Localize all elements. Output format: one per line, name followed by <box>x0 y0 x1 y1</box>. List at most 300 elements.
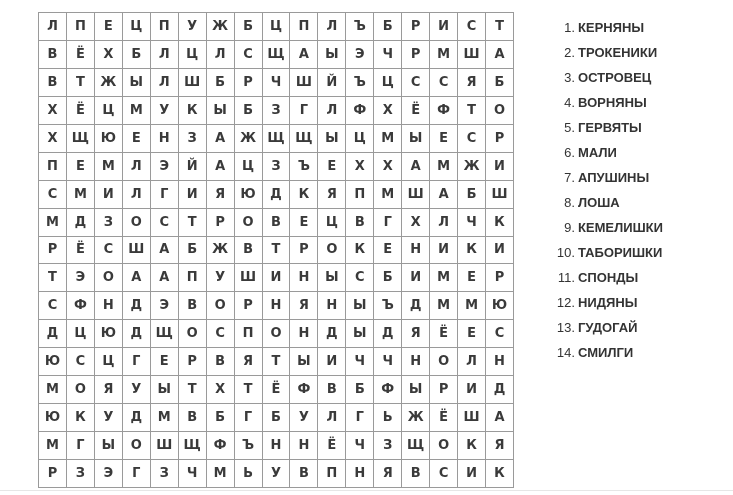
grid-cell[interactable]: П <box>234 320 262 348</box>
grid-cell[interactable]: Э <box>66 264 94 292</box>
grid-cell[interactable]: Ь <box>374 404 402 432</box>
grid-cell[interactable]: Ё <box>66 40 94 68</box>
grid-cell[interactable]: В <box>346 208 374 236</box>
grid-cell[interactable]: Ж <box>402 404 430 432</box>
grid-cell[interactable]: Ц <box>122 13 150 41</box>
grid-cell[interactable]: Г <box>66 432 94 460</box>
grid-cell[interactable]: Р <box>486 264 514 292</box>
grid-cell[interactable]: Е <box>150 348 178 376</box>
grid-cell[interactable]: О <box>206 292 234 320</box>
grid-cell[interactable]: Ч <box>346 432 374 460</box>
grid-cell[interactable]: Ж <box>206 13 234 41</box>
grid-cell[interactable]: Л <box>206 40 234 68</box>
grid-cell[interactable]: Х <box>94 40 122 68</box>
grid-cell[interactable]: У <box>150 96 178 124</box>
grid-cell[interactable]: О <box>318 236 346 264</box>
grid-cell[interactable]: Ж <box>458 152 486 180</box>
grid-cell[interactable]: Щ <box>262 40 290 68</box>
word-label: ТАБОРИШКИ <box>578 245 663 260</box>
grid-cell[interactable]: В <box>290 460 318 488</box>
word-number: 12. <box>556 295 575 310</box>
grid-cell[interactable]: С <box>458 13 486 41</box>
grid-cell[interactable]: А <box>486 40 514 68</box>
grid-cell[interactable]: О <box>430 432 458 460</box>
grid-cell[interactable]: К <box>486 460 514 488</box>
grid-cell[interactable]: С <box>234 40 262 68</box>
grid-cell[interactable]: Я <box>402 320 430 348</box>
grid-cell[interactable]: Д <box>486 376 514 404</box>
grid-cell[interactable]: О <box>178 320 206 348</box>
grid-cell[interactable]: Ы <box>318 264 346 292</box>
grid-cell[interactable]: А <box>430 180 458 208</box>
word-list-item <box>548 243 663 268</box>
grid-cell[interactable]: Ц <box>374 68 402 96</box>
word-number: 14. <box>556 345 575 360</box>
grid-cell[interactable]: Я <box>94 376 122 404</box>
grid-cell[interactable]: Г <box>290 96 318 124</box>
grid-cell[interactable]: С <box>39 180 67 208</box>
grid-cell[interactable]: Х <box>39 96 67 124</box>
grid-cell[interactable]: М <box>430 152 458 180</box>
word-list <box>548 18 663 368</box>
grid-cell[interactable]: Н <box>402 236 430 264</box>
grid-cell[interactable]: Ё <box>430 404 458 432</box>
grid-cell[interactable]: М <box>66 180 94 208</box>
grid-cell[interactable]: Я <box>234 348 262 376</box>
grid-cell[interactable]: Т <box>178 208 206 236</box>
grid-cell[interactable]: Х <box>402 208 430 236</box>
grid-cell[interactable]: А <box>206 152 234 180</box>
grid-cell[interactable]: П <box>178 264 206 292</box>
grid-cell[interactable]: Н <box>346 460 374 488</box>
grid-cell[interactable]: Д <box>122 292 150 320</box>
grid-cell[interactable]: Р <box>402 40 430 68</box>
grid-cell[interactable]: Щ <box>262 124 290 152</box>
grid-cell[interactable]: Р <box>234 68 262 96</box>
grid-cell[interactable]: Б <box>178 236 206 264</box>
grid-cell[interactable]: Т <box>262 236 290 264</box>
grid-cell[interactable]: М <box>39 208 67 236</box>
grid-cell[interactable]: Е <box>458 264 486 292</box>
grid-cell[interactable]: Р <box>39 460 67 488</box>
grid-cell[interactable]: З <box>262 152 290 180</box>
grid-cell[interactable]: В <box>402 460 430 488</box>
grid-cell[interactable]: Э <box>150 292 178 320</box>
grid-cell[interactable]: С <box>150 208 178 236</box>
grid-cell[interactable]: Л <box>39 13 67 41</box>
grid-cell[interactable]: Р <box>402 13 430 41</box>
grid-cell[interactable]: Е <box>66 152 94 180</box>
grid-cell[interactable]: Ч <box>178 460 206 488</box>
grid-cell[interactable]: Й <box>178 152 206 180</box>
grid-cell[interactable]: Ш <box>178 68 206 96</box>
grid-cell[interactable]: Ю <box>234 180 262 208</box>
grid-cell[interactable]: Б <box>206 68 234 96</box>
grid-cell[interactable]: К <box>66 404 94 432</box>
grid-cell[interactable]: Х <box>39 124 67 152</box>
grid-cell[interactable]: Б <box>122 40 150 68</box>
grid-cell[interactable]: Р <box>234 292 262 320</box>
grid-cell[interactable]: Е <box>290 208 318 236</box>
grid-cell[interactable]: Т <box>234 376 262 404</box>
grid-cell[interactable]: Я <box>458 68 486 96</box>
grid-cell[interactable]: В <box>178 404 206 432</box>
grid-cell[interactable]: Б <box>234 96 262 124</box>
grid-cell[interactable]: Р <box>486 124 514 152</box>
grid-cell[interactable]: З <box>94 208 122 236</box>
grid-cell[interactable]: Г <box>122 348 150 376</box>
grid-cell[interactable]: А <box>486 404 514 432</box>
grid-cell[interactable]: Е <box>94 13 122 41</box>
grid-cell[interactable]: Ё <box>402 96 430 124</box>
grid-cell[interactable]: Т <box>178 376 206 404</box>
grid-cell[interactable]: М <box>39 432 67 460</box>
grid-cell[interactable]: Ы <box>206 96 234 124</box>
grid-cell[interactable]: К <box>458 236 486 264</box>
grid-cell[interactable]: Ы <box>402 376 430 404</box>
grid-cell[interactable]: Й <box>318 68 346 96</box>
grid-cell[interactable]: И <box>318 348 346 376</box>
grid-cell[interactable]: Ф <box>206 432 234 460</box>
grid-cell[interactable]: Г <box>122 460 150 488</box>
grid-cell[interactable]: Л <box>318 96 346 124</box>
grid-cell[interactable]: Ш <box>122 236 150 264</box>
grid-cell[interactable]: Ю <box>94 124 122 152</box>
grid-cell[interactable]: Н <box>262 432 290 460</box>
grid-cell[interactable]: Л <box>430 208 458 236</box>
grid-cell[interactable]: К <box>346 236 374 264</box>
grid-cell[interactable]: Ы <box>290 348 318 376</box>
grid-cell[interactable]: П <box>39 152 67 180</box>
grid-cell[interactable]: Н <box>402 348 430 376</box>
grid-cell[interactable]: Ё <box>430 320 458 348</box>
grid-cell[interactable]: Е <box>122 124 150 152</box>
grid-cell[interactable]: А <box>150 264 178 292</box>
grid-cell[interactable]: Щ <box>178 432 206 460</box>
grid-cell[interactable]: Н <box>94 292 122 320</box>
grid-cell[interactable]: Ц <box>318 208 346 236</box>
grid-cell[interactable]: Н <box>150 124 178 152</box>
grid-cell[interactable]: Ё <box>66 96 94 124</box>
grid-cell[interactable]: О <box>66 376 94 404</box>
grid-cell[interactable]: И <box>458 376 486 404</box>
grid-cell[interactable]: З <box>178 124 206 152</box>
grid-cell[interactable]: Д <box>39 320 67 348</box>
grid-cell[interactable]: Р <box>290 236 318 264</box>
grid-cell[interactable]: Б <box>374 264 402 292</box>
grid-cell[interactable]: И <box>430 13 458 41</box>
grid-cell[interactable]: Л <box>122 152 150 180</box>
grid-cell[interactable]: М <box>458 292 486 320</box>
grid-cell[interactable]: Н <box>290 320 318 348</box>
grid-cell[interactable]: С <box>206 320 234 348</box>
grid-cell[interactable]: Х <box>374 96 402 124</box>
grid-cell[interactable]: Ш <box>402 180 430 208</box>
grid-cell[interactable]: М <box>150 404 178 432</box>
grid-cell[interactable]: З <box>66 460 94 488</box>
grid-cell[interactable]: Ш <box>290 68 318 96</box>
word-label: СПОНДЫ <box>578 270 639 285</box>
grid-cell[interactable]: Н <box>318 292 346 320</box>
grid-cell[interactable]: Щ <box>402 432 430 460</box>
grid-cell[interactable]: Ы <box>402 124 430 152</box>
grid-cell[interactable]: И <box>458 460 486 488</box>
word-number: 13. <box>556 320 575 335</box>
grid-cell[interactable]: С <box>346 264 374 292</box>
grid-cell[interactable]: И <box>402 264 430 292</box>
grid-cell[interactable]: З <box>374 432 402 460</box>
grid-cell[interactable]: Н <box>262 292 290 320</box>
grid-cell[interactable]: Ы <box>318 40 346 68</box>
grid-cell[interactable]: М <box>122 96 150 124</box>
grid-cell[interactable]: Я <box>290 292 318 320</box>
grid-cell[interactable]: Ч <box>374 40 402 68</box>
grid-cell[interactable]: О <box>122 432 150 460</box>
grid-cell[interactable]: Х <box>346 152 374 180</box>
grid-cell[interactable]: Я <box>486 432 514 460</box>
grid-cell[interactable]: А <box>122 264 150 292</box>
grid-cell[interactable]: С <box>430 68 458 96</box>
grid-cell[interactable]: С <box>430 460 458 488</box>
grid-cell[interactable]: В <box>178 292 206 320</box>
grid-cell[interactable]: Щ <box>150 320 178 348</box>
grid-cell[interactable]: Ш <box>486 180 514 208</box>
grid-cell[interactable]: С <box>66 348 94 376</box>
word-label: МАЛИ <box>578 145 617 160</box>
grid-cell[interactable]: В <box>39 68 67 96</box>
grid-cell[interactable]: М <box>430 40 458 68</box>
grid-cell[interactable]: У <box>122 376 150 404</box>
grid-cell[interactable]: М <box>374 180 402 208</box>
grid-cell[interactable]: Ч <box>346 348 374 376</box>
grid-cell[interactable]: И <box>178 180 206 208</box>
grid-cell[interactable]: П <box>290 13 318 41</box>
grid-cell[interactable]: Л <box>458 348 486 376</box>
grid-cell[interactable]: С <box>486 320 514 348</box>
grid-cell[interactable]: М <box>374 124 402 152</box>
word-list-item <box>548 318 663 343</box>
grid-cell[interactable]: Д <box>122 404 150 432</box>
grid-cell[interactable]: К <box>178 96 206 124</box>
grid-cell[interactable]: Ё <box>262 376 290 404</box>
grid-cell[interactable]: М <box>430 292 458 320</box>
grid-cell[interactable]: К <box>458 432 486 460</box>
grid-cell[interactable]: П <box>150 13 178 41</box>
grid-cell[interactable]: Л <box>150 40 178 68</box>
grid-cell[interactable]: Ы <box>150 376 178 404</box>
grid-cell[interactable]: Л <box>122 180 150 208</box>
grid-cell[interactable]: О <box>122 208 150 236</box>
grid-cell[interactable]: Ф <box>430 96 458 124</box>
grid-cell[interactable]: И <box>486 236 514 264</box>
grid-cell[interactable]: О <box>234 208 262 236</box>
grid-cell[interactable]: Ц <box>234 152 262 180</box>
grid-cell[interactable]: И <box>430 236 458 264</box>
grid-cell[interactable]: В <box>39 40 67 68</box>
grid-cell[interactable]: И <box>94 180 122 208</box>
grid-cell[interactable]: Ы <box>346 320 374 348</box>
grid-cell[interactable]: Ш <box>458 40 486 68</box>
grid-cell[interactable]: Т <box>66 68 94 96</box>
grid-cell[interactable]: И <box>262 264 290 292</box>
grid-cell[interactable]: Е <box>458 320 486 348</box>
grid-cell[interactable]: Б <box>374 13 402 41</box>
grid-cell[interactable]: Д <box>262 180 290 208</box>
grid-cell[interactable]: Ъ <box>290 152 318 180</box>
grid-cell[interactable]: Я <box>206 180 234 208</box>
grid-cell[interactable]: Ф <box>66 292 94 320</box>
grid-cell[interactable]: Ю <box>39 404 67 432</box>
grid-cell[interactable]: Б <box>346 376 374 404</box>
grid-cell[interactable]: В <box>206 348 234 376</box>
grid-cell[interactable]: Н <box>290 264 318 292</box>
grid-cell[interactable]: К <box>290 180 318 208</box>
grid-cell[interactable]: Е <box>318 152 346 180</box>
grid-cell[interactable]: Ц <box>94 348 122 376</box>
grid-cell[interactable]: Ч <box>458 208 486 236</box>
grid-cell[interactable]: Ё <box>318 432 346 460</box>
grid-cell[interactable]: К <box>486 208 514 236</box>
grid-cell[interactable]: П <box>66 13 94 41</box>
grid-cell[interactable]: Ж <box>94 68 122 96</box>
grid-cell[interactable]: Т <box>486 13 514 41</box>
grid-cell[interactable]: Д <box>122 320 150 348</box>
grid-cell[interactable]: О <box>94 264 122 292</box>
grid-cell[interactable]: Б <box>262 404 290 432</box>
grid-cell[interactable]: Ш <box>234 264 262 292</box>
grid-cell[interactable]: Г <box>234 404 262 432</box>
grid-cell[interactable]: С <box>458 124 486 152</box>
grid-cell[interactable]: В <box>318 376 346 404</box>
grid-cell[interactable]: М <box>430 264 458 292</box>
grid-cell[interactable]: Щ <box>290 124 318 152</box>
grid-cell[interactable]: Ъ <box>346 13 374 41</box>
grid-cell[interactable]: Ю <box>486 292 514 320</box>
grid-cell[interactable]: Э <box>346 40 374 68</box>
grid-cell[interactable]: Д <box>374 320 402 348</box>
grid-cell[interactable]: Л <box>318 404 346 432</box>
grid-cell[interactable]: Б <box>458 180 486 208</box>
grid-cell[interactable]: Ф <box>346 96 374 124</box>
grid-cell[interactable]: Г <box>374 208 402 236</box>
grid-cell[interactable]: Е <box>430 124 458 152</box>
word-label: АПУШИНЫ <box>578 170 650 185</box>
grid-cell[interactable]: Ч <box>374 348 402 376</box>
grid-cell[interactable]: Д <box>318 320 346 348</box>
grid-cell[interactable]: Ц <box>262 13 290 41</box>
grid-cell[interactable]: Р <box>178 348 206 376</box>
grid-cell[interactable]: С <box>39 292 67 320</box>
grid-cell[interactable]: У <box>178 13 206 41</box>
grid-cell[interactable]: Т <box>39 264 67 292</box>
grid-cell[interactable]: Б <box>206 404 234 432</box>
grid-cell[interactable]: Щ <box>66 124 94 152</box>
grid-cell[interactable]: Э <box>150 152 178 180</box>
grid-cell[interactable]: М <box>206 460 234 488</box>
grid-cell[interactable]: А <box>206 124 234 152</box>
grid-cell[interactable]: Г <box>150 180 178 208</box>
grid-cell[interactable]: Т <box>262 348 290 376</box>
grid-cell[interactable]: Ш <box>458 404 486 432</box>
grid-cell[interactable]: Ж <box>234 124 262 152</box>
grid-cell[interactable]: А <box>290 40 318 68</box>
grid-cell[interactable]: Ц <box>94 96 122 124</box>
grid-cell[interactable]: Ф <box>290 376 318 404</box>
grid-cell[interactable]: Ъ <box>374 292 402 320</box>
grid-cell[interactable]: Ч <box>262 68 290 96</box>
grid-cell[interactable]: Ъ <box>346 68 374 96</box>
grid-cell[interactable]: Ю <box>94 320 122 348</box>
grid-cell[interactable]: Ю <box>39 348 67 376</box>
grid-cell[interactable]: О <box>486 96 514 124</box>
grid-cell[interactable]: Э <box>94 460 122 488</box>
grid-cell[interactable]: Б <box>486 68 514 96</box>
grid-cell[interactable]: Ц <box>346 124 374 152</box>
grid-cell[interactable]: Т <box>458 96 486 124</box>
grid-cell[interactable]: Р <box>39 236 67 264</box>
grid-cell[interactable]: А <box>402 152 430 180</box>
grid-cell[interactable]: Л <box>318 13 346 41</box>
grid-cell[interactable]: Ё <box>66 236 94 264</box>
grid-cell[interactable]: С <box>402 68 430 96</box>
grid-cell[interactable]: Х <box>374 152 402 180</box>
grid-cell[interactable]: М <box>39 376 67 404</box>
grid-cell[interactable]: П <box>318 460 346 488</box>
grid-cell[interactable]: Ы <box>122 68 150 96</box>
grid-cell[interactable]: Я <box>318 180 346 208</box>
grid-cell[interactable]: Ь <box>234 460 262 488</box>
grid-cell[interactable]: В <box>234 236 262 264</box>
grid-cell[interactable]: Н <box>290 432 318 460</box>
grid-cell[interactable]: Ц <box>178 40 206 68</box>
grid-cell[interactable]: Д <box>66 208 94 236</box>
grid-cell[interactable]: З <box>150 460 178 488</box>
grid-cell[interactable]: О <box>430 348 458 376</box>
grid-cell[interactable]: З <box>262 96 290 124</box>
grid-cell[interactable]: Р <box>430 376 458 404</box>
grid-cell[interactable]: Ы <box>346 292 374 320</box>
grid-cell[interactable]: У <box>94 404 122 432</box>
grid-cell[interactable]: О <box>262 320 290 348</box>
grid-cell[interactable]: П <box>346 180 374 208</box>
grid-cell[interactable]: Е <box>374 236 402 264</box>
grid-cell[interactable]: Д <box>402 292 430 320</box>
grid-cell[interactable]: Н <box>486 348 514 376</box>
grid-cell[interactable]: Х <box>206 376 234 404</box>
grid-cell[interactable]: Ъ <box>234 432 262 460</box>
grid-cell[interactable]: С <box>94 236 122 264</box>
grid-cell[interactable]: Р <box>206 208 234 236</box>
grid-cell[interactable]: В <box>262 208 290 236</box>
grid-cell[interactable]: Ф <box>374 376 402 404</box>
grid-cell[interactable]: У <box>290 404 318 432</box>
grid-cell[interactable]: Я <box>374 460 402 488</box>
grid-cell[interactable]: Ш <box>150 432 178 460</box>
grid-cell[interactable]: Ж <box>206 236 234 264</box>
grid-cell[interactable]: У <box>206 264 234 292</box>
grid-cell[interactable]: Г <box>346 404 374 432</box>
grid-cell[interactable]: Ы <box>94 432 122 460</box>
letter-grid <box>38 12 514 488</box>
grid-cell[interactable]: М <box>94 152 122 180</box>
grid-cell[interactable]: Л <box>150 68 178 96</box>
grid-cell[interactable]: Ц <box>66 320 94 348</box>
grid-cell[interactable]: У <box>262 460 290 488</box>
grid-cell[interactable]: Б <box>234 13 262 41</box>
grid-cell[interactable]: И <box>486 152 514 180</box>
grid-cell[interactable]: А <box>150 236 178 264</box>
grid-cell[interactable]: Ы <box>318 124 346 152</box>
